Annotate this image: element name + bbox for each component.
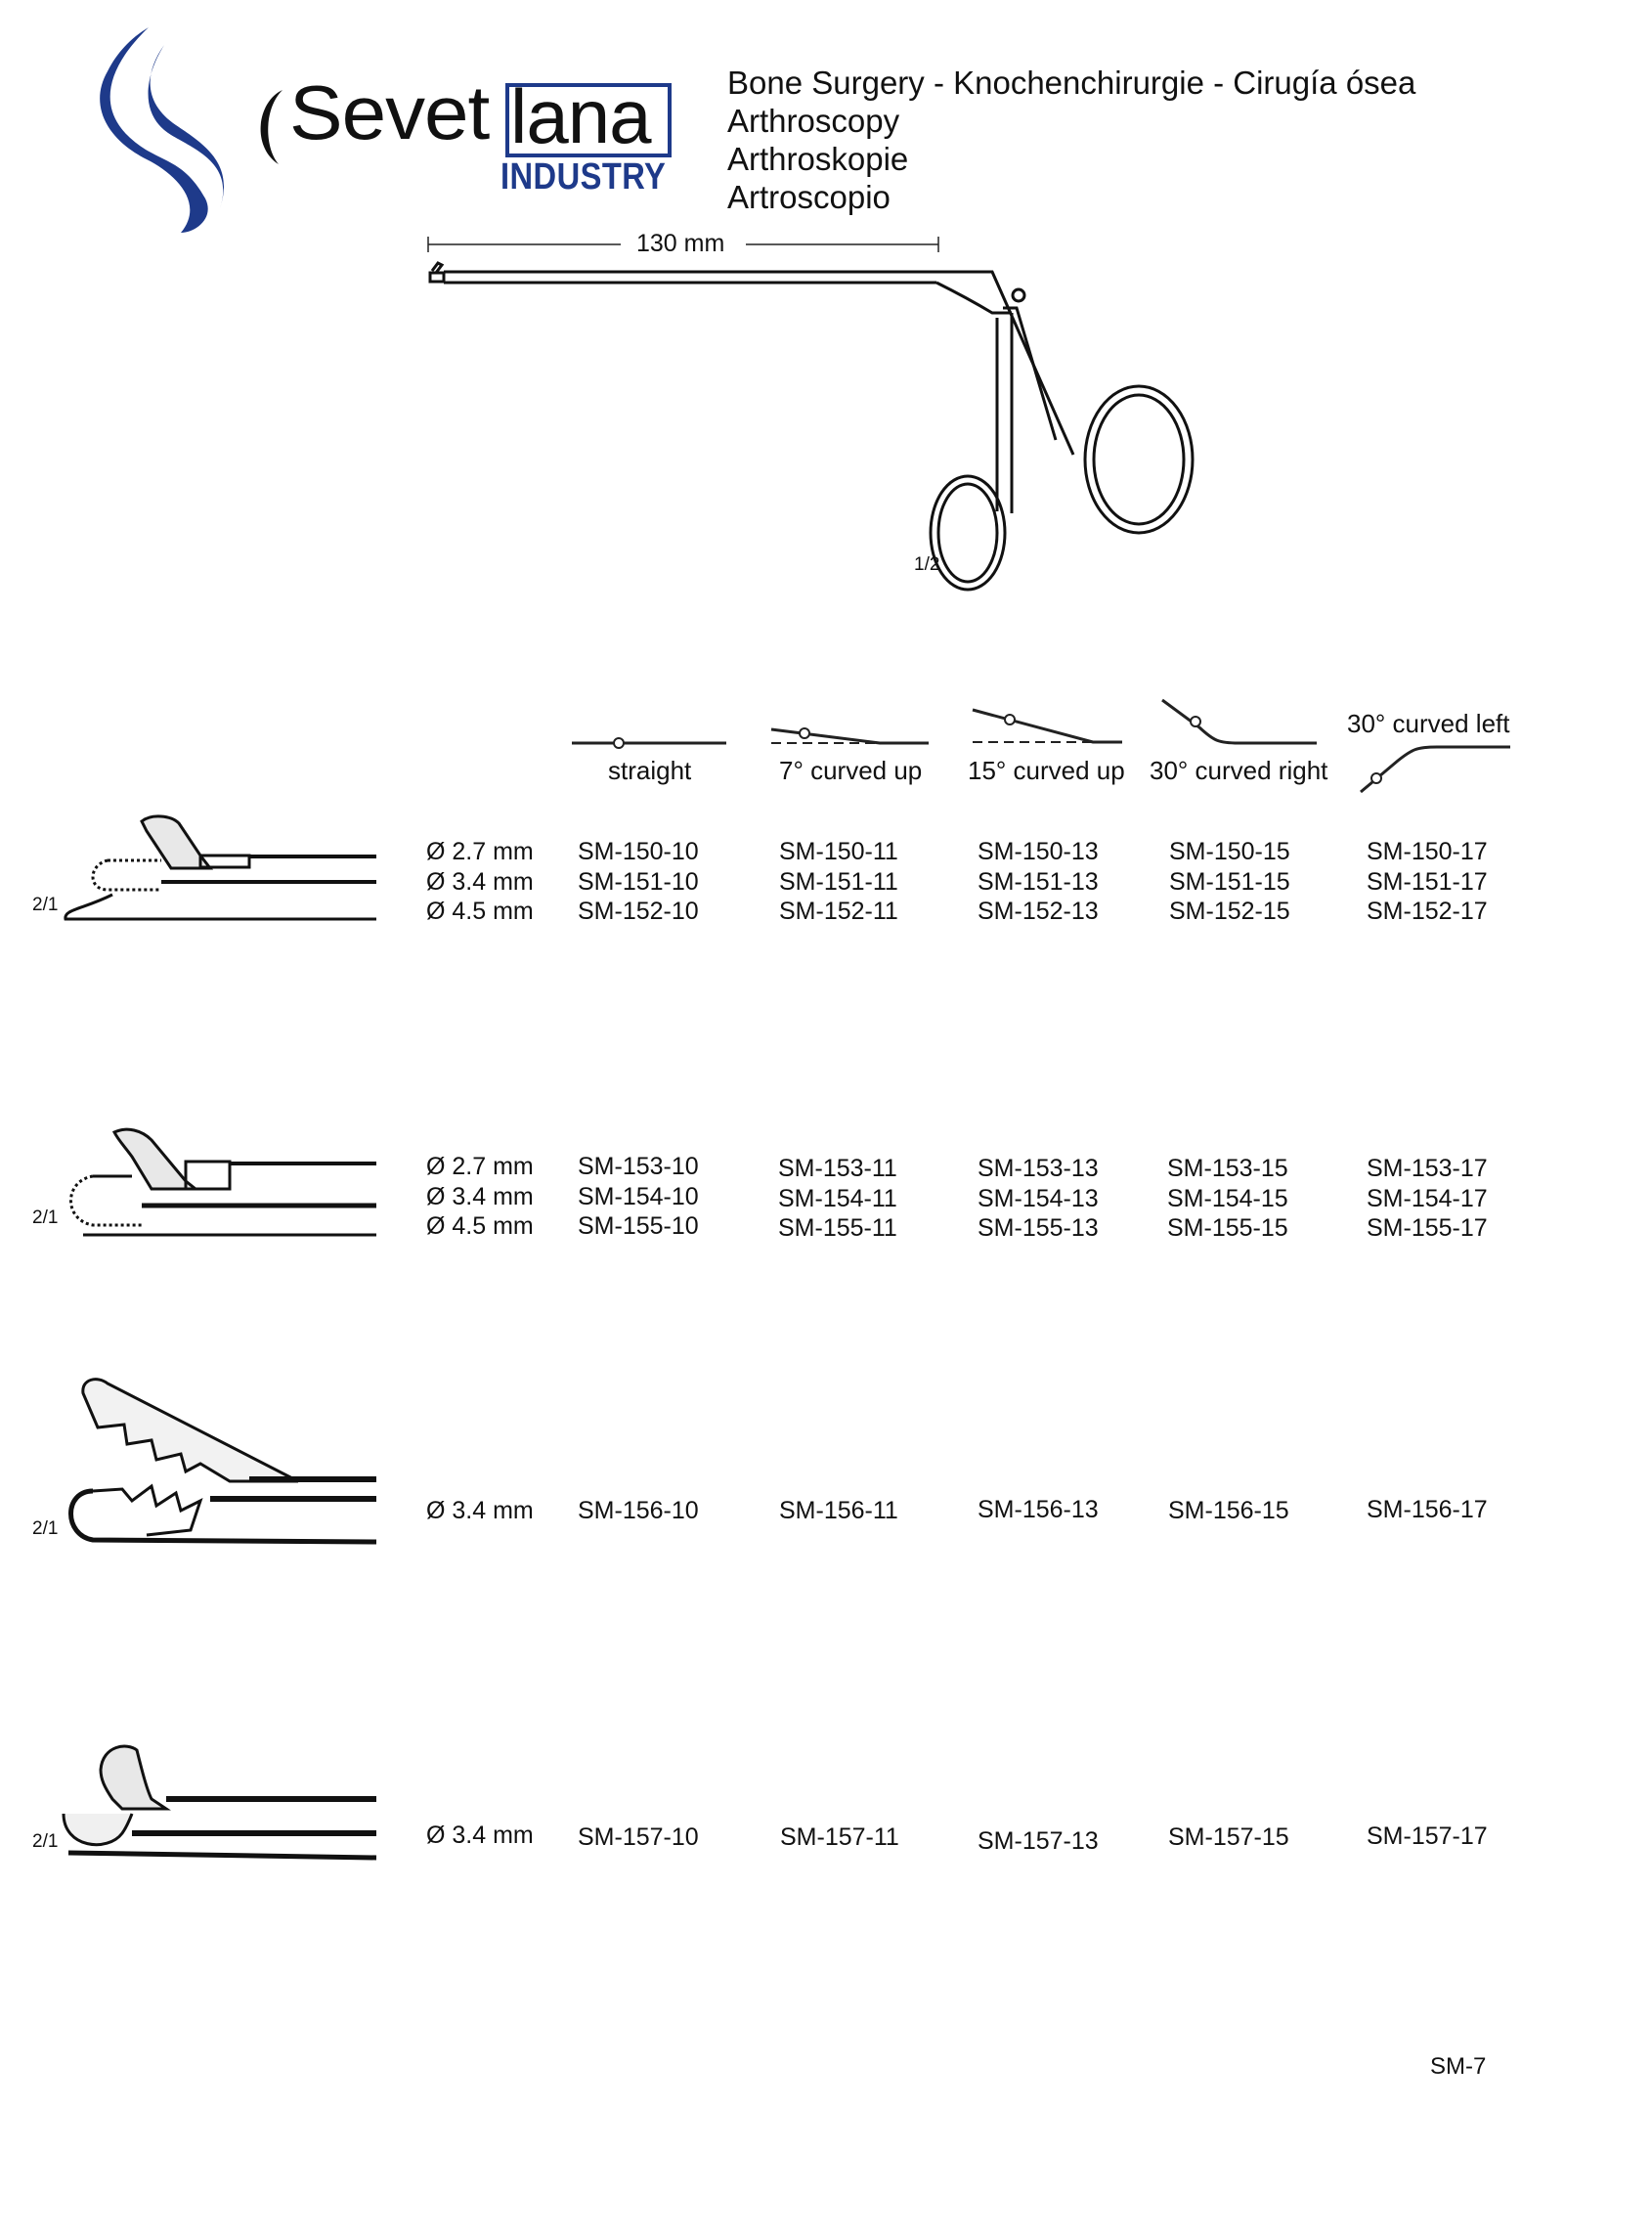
straight-shaft-icon xyxy=(572,733,728,758)
product-code: SM-156-13 xyxy=(978,1496,1099,1523)
product-code: SM-154-17 xyxy=(1367,1184,1488,1212)
diameter-value: Ø 4.5 mm xyxy=(426,1212,534,1240)
product-code: SM-151-11 xyxy=(779,867,898,896)
length-label: 130 mm xyxy=(636,230,725,257)
diameter-value: Ø 3.4 mm xyxy=(426,1497,534,1524)
product-code: SM-155-10 xyxy=(578,1212,699,1240)
curved-left-30-icon xyxy=(1359,741,1515,800)
product-code: SM-153-13 xyxy=(978,1155,1099,1182)
diameter-value: Ø 3.4 mm xyxy=(426,1182,534,1210)
product-code: SM-150-13 xyxy=(978,838,1099,865)
curvature-label-15-up: 15° curved up xyxy=(968,756,1125,785)
rongeur-forceps-illustration-icon xyxy=(420,259,1300,596)
diameter-value: Ø 4.5 mm xyxy=(426,898,534,925)
curvature-label-straight: straight xyxy=(608,756,692,785)
product-code: SM-150-10 xyxy=(578,838,699,865)
product-code: SM-156-17 xyxy=(1367,1496,1488,1523)
product-code: SM-155-11 xyxy=(778,1214,897,1242)
product-code: SM-156-15 xyxy=(1168,1497,1289,1524)
product-code: SM-150-11 xyxy=(779,838,898,865)
code-column-straight xyxy=(578,837,699,927)
curved-up-15-icon xyxy=(971,706,1127,750)
product-code: SM-154-10 xyxy=(578,1182,699,1210)
category-de: Arthroskopie xyxy=(727,141,909,177)
brand-swirl-logo-icon xyxy=(88,27,235,233)
curvature-label-30-right: 30° curved right xyxy=(1150,756,1328,785)
code-column-30-right xyxy=(1167,1154,1288,1244)
product-code: SM-157-10 xyxy=(578,1823,699,1851)
cup-jaw-tip-icon xyxy=(54,1740,376,1872)
product-code: SM-152-11 xyxy=(779,898,898,925)
product-code: SM-151-15 xyxy=(1169,867,1290,896)
tip-scale-label: 2/1 xyxy=(32,1207,59,1228)
product-code: SM-157-17 xyxy=(1367,1822,1488,1850)
curved-right-30-icon xyxy=(1160,698,1317,752)
product-code: SM-151-10 xyxy=(578,867,699,896)
diameter-list xyxy=(426,837,534,927)
product-code: SM-156-10 xyxy=(578,1497,699,1524)
code-column-30-right xyxy=(1169,837,1290,927)
diameter-value: Ø 2.7 mm xyxy=(426,1153,534,1180)
diameter-value: Ø 3.4 mm xyxy=(426,1822,534,1849)
diameter-list xyxy=(426,1152,534,1242)
product-code: SM-155-15 xyxy=(1167,1214,1288,1242)
code-column-7-up xyxy=(778,1154,897,1244)
product-code: SM-152-13 xyxy=(978,898,1099,925)
curvature-label-7-up: 7° curved up xyxy=(779,756,923,785)
product-code: SM-155-13 xyxy=(978,1214,1099,1242)
product-code: SM-155-17 xyxy=(1367,1214,1488,1242)
diameter-value: Ø 3.4 mm xyxy=(426,867,534,896)
product-code: SM-154-15 xyxy=(1167,1184,1288,1212)
product-code: SM-157-11 xyxy=(780,1823,899,1851)
product-code: SM-153-15 xyxy=(1167,1155,1288,1182)
brand-crescent-icon xyxy=(249,88,288,166)
product-code: SM-152-15 xyxy=(1169,898,1290,925)
product-code: SM-150-15 xyxy=(1169,838,1290,865)
product-code: SM-152-17 xyxy=(1367,898,1488,925)
product-code: SM-154-11 xyxy=(778,1184,897,1212)
diameter-value: Ø 2.7 mm xyxy=(426,838,534,865)
product-code: SM-157-15 xyxy=(1168,1823,1289,1851)
product-code: SM-153-11 xyxy=(778,1155,897,1182)
product-code: SM-153-10 xyxy=(578,1153,699,1180)
code-column-30-left xyxy=(1367,1154,1488,1244)
product-code: SM-156-11 xyxy=(779,1497,898,1524)
product-code: SM-151-17 xyxy=(1367,867,1488,896)
brand-name-part1: Sevet xyxy=(289,69,490,155)
tip-scale-label: 2/1 xyxy=(32,1518,59,1539)
product-code: SM-157-13 xyxy=(978,1827,1099,1855)
scale-label: 1/2 xyxy=(914,554,940,575)
category-es: Artroscopio xyxy=(727,179,891,215)
curved-up-7-icon xyxy=(767,722,934,756)
serrated-jaw-tip-icon xyxy=(54,1374,376,1555)
code-column-7-up xyxy=(779,837,898,927)
code-column-straight xyxy=(578,1152,699,1242)
code-column-15-up xyxy=(978,837,1099,927)
brand-name-part2: lana xyxy=(510,73,651,159)
product-code: SM-154-13 xyxy=(978,1184,1099,1212)
product-code: SM-151-13 xyxy=(978,867,1099,896)
category-en: Arthroscopy xyxy=(727,103,900,139)
tip-scale-label: 2/1 xyxy=(32,1831,59,1852)
product-code: SM-150-17 xyxy=(1367,838,1488,865)
product-code: SM-152-10 xyxy=(578,898,699,925)
tip-scale-label: 2/1 xyxy=(32,895,59,915)
punch-tip-hooked-icon xyxy=(54,1122,376,1240)
page-title: Bone Surgery - Knochenchirurgie - Cirugía ósea xyxy=(727,65,1416,101)
punch-tip-up-icon xyxy=(54,812,376,924)
curvature-label-30-left: 30° curved left xyxy=(1347,709,1510,738)
code-column-15-up xyxy=(978,1154,1099,1244)
brand-subtitle: INDUSTRY xyxy=(500,156,667,198)
product-code: SM-153-17 xyxy=(1367,1155,1488,1182)
code-column-30-left xyxy=(1367,837,1488,927)
page-number: SM-7 xyxy=(1430,2053,1487,2080)
